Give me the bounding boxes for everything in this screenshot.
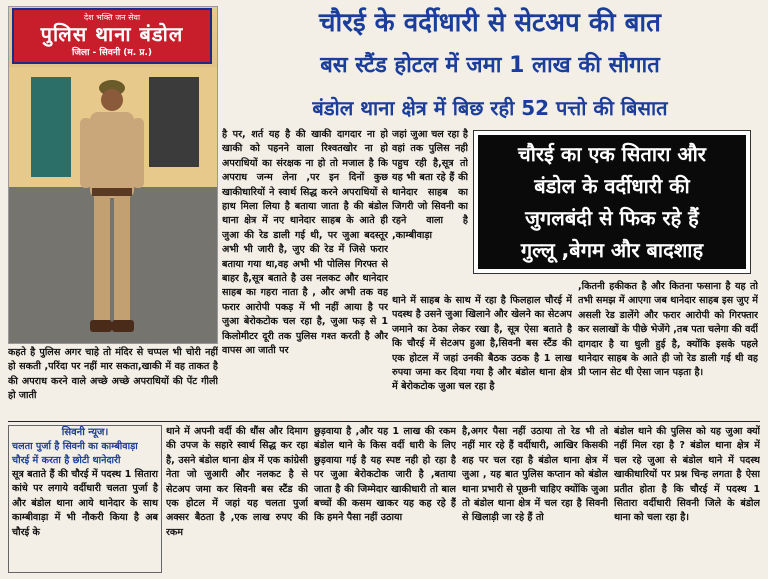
- section-divider: [8, 421, 760, 422]
- sign-main-text: पुलिस थाना बंडोल: [40, 22, 184, 46]
- article-column-2: जहां जुआ चल रहा है वहां तक पुलिस नही पहुच रही है,सूत्र तो यह भी बता रहे हैं की थानेदार साहब का जिगरी जो सिवनी का रहने वाला है ,काम्बीवाड़ा: [392, 129, 468, 241]
- door: [31, 77, 71, 177]
- bottom-column-4: है,अगर पैसा नहीं उठाया तो रेड भी तो नहीं मार रहे हैं वर्दीधारी, आखिर किसकी शह पर चल रहा है बंडोल थाना क्षेत्र में जुआ , यह बात पुलिस कप्तान को बंडोल थाना प्रभारी से पूछनी चाहिए क्योंकि जुआ तो बंडोल थाना क्षेत्र में चल रहा है सिवनी से खिलाड़ी जा रहे हैं तो: [462, 426, 608, 524]
- callout-box: [474, 131, 750, 273]
- article-column-1: है पर, शर्त यह है की खाकी दागदार ना हो खाकी को पहनने वाला रिश्वतखोर ना हो अपराधियों का संरक्षक ना हो तो मजाल है कि अपराध जन्म लेना ,पर इन दिनों कुछ खाकीधारियों ने स्वार्थ सिद्ध करने अपराधियों से हाथ मिला लिया है बताया जाता है की बंडोल थाना क्षेत्र में नए थानेदार साहब के आते ही जुआ की रेड डाली गई थी, पर जुआ बदस्तूर अभी भी जारी है, जुए की रेड में जिसे फरार बताया गया था,वह अभी भी पोलिस गिरफ्त से बाहर है,सूत्र बताते है उस नलकट और थानेदार साहब का गहरा नाता है , और अभी तक वह फरार आरोपी पकड़ में भी नहीं आया है पर जुआ बेरोकटोक चल रहा है, जुआ फड़ से 1 किलोमीटर दूरी तक पुलिस गश्त करती है और वापस आ जाती पर: [222, 129, 388, 357]
- sidebar-news-box: [8, 425, 162, 573]
- officer-figure: [70, 68, 154, 338]
- article-column-4: ,कितनी हकीकत है और कितना फसाना है यह तो तभी समझ में आएगा जब थानेदार साहब इस जुए में असली रेड डालेंगे और फरार आरोपी को गिरफ्तार कर सलाखों के पीछे भेजेंगे ,तब पता चलेगा की वर्दी दागदार है या धुली हुई है, क्योंकि इसके पहले थानेदार साहब के आते ही जो रेड डाली गई थी वह प्री प्लान सेट थी ऐसा जान पड़ता है।: [578, 281, 758, 379]
- headline-line-2: बस स्टैंड होटल में जमा 1 लाख की सौगात: [320, 53, 660, 78]
- sign-top-text: देश भक्ति जन सेवा: [83, 13, 141, 22]
- headline-line-3: बंडोल थाना क्षेत्र में बिछ रही 52 पत्तो की बिसात: [312, 96, 668, 120]
- bottom-column-5: बंडोल थाने की पुलिस को यह जुआ क्यों नहीं मिल रहा है ? बंडोल थाना क्षेत्र में चल रहे जुआ से बंडोल थाने में पदस्थ खाकीधारियों पर प्रश्न चिन्ह लगता है ऐसा प्रतीत होता है कि चौरई में पदस्थ 1 सितारा वर्दीधारी सिवनी जिले के बंडोल थाना को चला रहा है।: [614, 426, 760, 524]
- sidebar-news-body: सूत्र बताते हैं की चौरई में पदस्थ 1 सितारा कांधे पर लगाये वर्दीधारी चलता पुर्जा है और बंडोल थाना आये थानेदार के साथ काम्बीवाड़ा में भी नौकरी किया है अब चौरई के: [12, 469, 158, 538]
- article-column-3: थाने में साहब के साथ में रहा है फिलहाल चौरई में पदस्थ है उसने जुआ खिलाने और खेलने का सेटअप जमाने का ठेका लेकर रखा है, सूत्र ऐसा बताते है कि चौरई में सेटअप हुआ है,सिवनी बस स्टैंड की एक होटल में जहां उनकी बैठक उठक है 1 लाख रुपया जमा कर दिया गया है और बंडोल थाना क्षेत्र में बेरोकटोक जुआ चल रहा है: [392, 295, 572, 393]
- headline-line-1: चौरई के वर्दीधारी से सेटअप की बात: [318, 8, 661, 38]
- callout-line-1: चौरई का एक सितारा और: [518, 142, 706, 166]
- article-intro: कहते है पुलिस अगर चाहे तो मंदिर से चप्पल भी चोरी नहीं हो सकती ,परिंदा पर नहीं मार सकता,खाकी में वह ताकत है की अपराध करने वाले अच्छे अच्छे अपराधियों की पेंट गीली हो जाती: [8, 347, 218, 402]
- callout-line-2: बंडोल के वर्दीधारी की: [534, 174, 690, 198]
- bottom-column-2: थाने में अपनी वर्दी की धौंस और दिमाग की उपज के सहारे स्वार्थ सिद्ध कर रहा है, उसने बंडोल थाना क्षेत्र में एक कांग्रेसी नेता जो जुआरी और नलकट है से सेटअप जमा कर सिवनी बस स्टैंड की एक होटल में जहां यह चलता पुर्जा अक्सर बैठता है ,एक लाख रुपए की रकम: [166, 426, 308, 538]
- police-station-sign: [12, 8, 212, 64]
- sidebar-news-subheading: चलता पुर्जा है सिवनी का काम्बीवाड़ा चौरई में करता है छोटी थानेदारी: [12, 441, 138, 466]
- sidebar-news-heading: सिवनी न्यूज।: [61, 427, 109, 438]
- window: [149, 77, 199, 167]
- callout-line-4: गुल्लू ,बेगम और बादशाह: [520, 238, 704, 262]
- bottom-column-3: छुड़वाया है ,और यह 1 लाख की रकम बंडोल थाने के किस वर्दी धारी के लिए छुड़वाया गई है यह स्पष्ट नही हो रहा है पर जुआ बेरोकटोक जारी है ,बताया जाता है की जिम्मेदार खाकीधारी तो बाल बच्चों की कसम खाकर यह कह रहे हैं कि हमने पैसा नहीं उठाया: [314, 426, 456, 524]
- callout-line-3: जुगलबंदी से फिक रहे हैं: [525, 206, 699, 230]
- sign-sub-text: जिला - सिवनी (म. प्र.): [71, 48, 153, 58]
